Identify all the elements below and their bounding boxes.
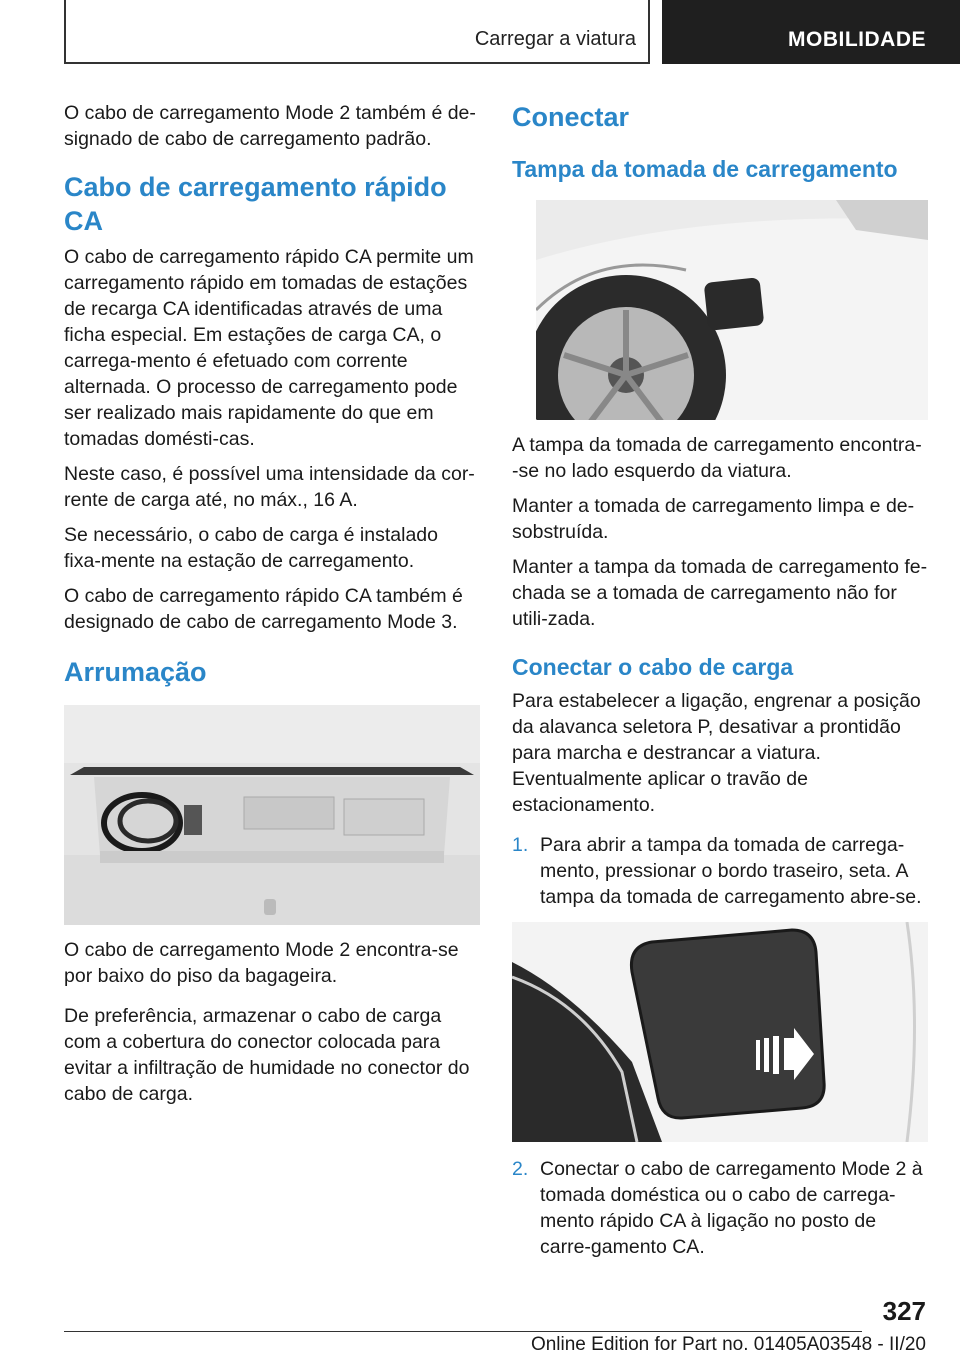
intro-paragraph: O cabo de carregamento Mode 2 também é de-signado de cabo de carregamento padrão.	[64, 102, 476, 150]
flap-paragraph: A tampa da tomada de carregamento encontra--se no lado esquerdo da viatura.	[512, 434, 922, 482]
flap-paragraph: Manter a tomada de carregamento limpa e de-sobstruída.	[512, 495, 915, 543]
flap-paragraph: Manter a tampa da tomada de carregamento fe-chada se a tomada de carregamento não for utili-zada.	[512, 556, 928, 630]
storage-text: De preferência, armazenar o cabo de carga com a cobertura do conector colocada para evitar a infiltração de humidade no conector do cabo de carga.	[64, 1005, 470, 1105]
connect-heading: Conectar	[512, 102, 630, 132]
step-number: 1.	[512, 834, 529, 856]
ac-heading: Cabo de carregamento rápido CA	[64, 172, 447, 236]
chapter-title: MOBILIDADE	[788, 28, 926, 51]
ac-paragraph: Neste caso, é possível uma intensidade da cor-rente de carga até, no máx., 16 A.	[64, 463, 475, 511]
section-title: Carregar a viatura	[474, 28, 636, 50]
step-item	[512, 1156, 928, 1260]
charging-flap-arrow-image	[512, 922, 928, 1142]
trunk-storage-image	[64, 705, 480, 925]
cable-heading: Conectar o cabo de carga	[512, 654, 794, 680]
ac-paragraph: O cabo de carregamento rápido CA permite um carregamento rápido em tomadas de estações de recarga CA identificadas através de uma ficha especial. Em estações de carga CA, o carrega-mento é efetuado com corrente alternada. O processo de carregamento pode ser realizado mais rapidamente do que em tomadas domésti-cas.	[64, 246, 474, 450]
ac-paragraph: Se necessário, o cabo de carga é instalado fixa-mente na estação de carregamento.	[64, 524, 438, 572]
cable-intro: Para estabelecer a ligação, engrenar a posição da alavanca seletora P, desativar a prontidão para marcha e destrancar a viatura. Eventualmente aplicar o travão de estacionamento.	[512, 690, 921, 816]
footer-rule	[64, 1331, 862, 1332]
charging-flap-car-image	[536, 200, 928, 420]
chapter-tab	[662, 0, 960, 64]
flap-heading: Tampa da tomada de carregamento	[512, 156, 898, 182]
step-item	[512, 832, 928, 910]
page-number: 327	[882, 1296, 926, 1326]
ac-paragraph: O cabo de carregamento rápido CA também é designado de cabo de carregamento Mode 3.	[64, 585, 463, 633]
left-column	[64, 100, 480, 1116]
step-text: Conectar o cabo de carregamento Mode 2 à tomada doméstica ou o cabo de carrega-mento rápido CA à ligação no posto de carre-gamento CA.	[540, 1158, 923, 1258]
footer-edition: Online Edition for Part no. 01405A03548 - II/20	[530, 1334, 926, 1355]
storage-heading: Arrumação	[64, 657, 207, 687]
step-text: Para abrir a tampa da tomada de carrega-mento, pressionar o bordo traseiro, seta. A tampa da tomada de carregamento abre-se.	[540, 834, 922, 908]
storage-caption: O cabo de carregamento Mode 2 encontra-se por baixo do piso da bagageira.	[64, 939, 459, 987]
step-number: 2.	[512, 1158, 529, 1180]
right-column	[512, 100, 928, 1272]
